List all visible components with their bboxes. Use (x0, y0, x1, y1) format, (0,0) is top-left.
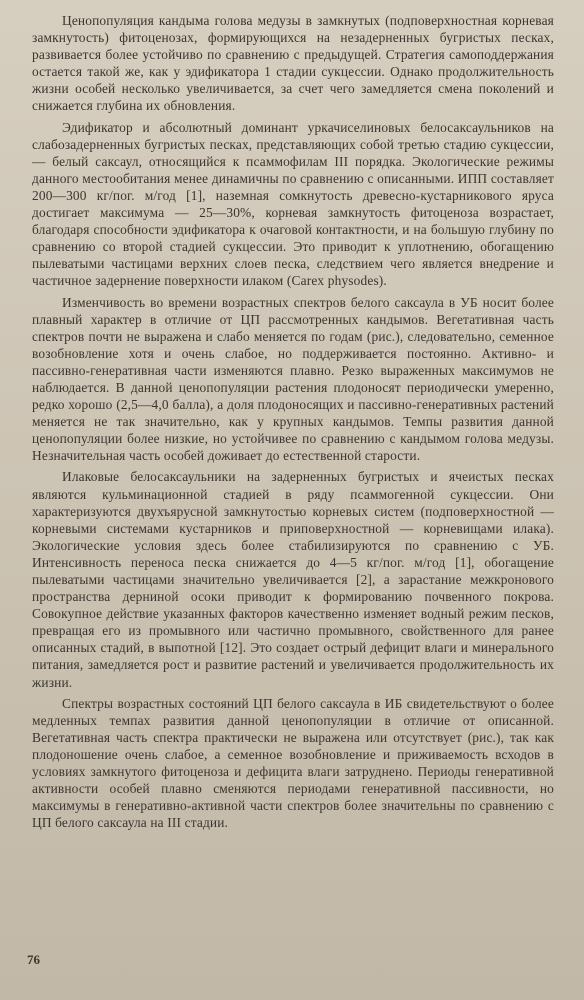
paragraph-3: Изменчивость во времени возрастных спектров белого саксаула в УБ носит более плавный характер в отличие от ЦП рассмотренных кандымов. Вегетативная часть спектров почти не выражена и слабо меняется по годам (рис.), следовательно, семенное возобновление хотя и очень слабое, но поддерживается постоянно. Активно- и пассивно-генеративная части изменяются плавно. Резко выраженных максимумов не наблюдается. В данной ценопопуляции растения плодоносят периодически умеренно, редко хорошо (2,5—4,0 балла), а доля плодоносящих и пассивно-генеративных растений меняется не так значительно, как у крупных кандымов. Темпы развития данной ценопопуляции более низкие, но устойчивее по сравнению с кандымом голова медузы. Незначительная часть особей доживает до естественной старости. (32, 294, 554, 464)
page-number: 76 (27, 952, 40, 967)
paragraph-5: Спектры возрастных состояний ЦП белого саксаула в ИБ свидетельствуют о более медленных темпах развития данной ценопопуляции в отличие от описанной. Вегетативная часть спектра практически не выражена или отсутствует (рис.), так как плодоношение очень слабое, а семенное возобновление и приживаемость всходов в условиях замкнутого фитоценоза и дефицита влаги затруднено. Периоды генеративной активности особей плавно сменяются периодами генеративной пассивности, но максимумы в генеративно-активной части спектров более значительны по сравнению с ЦП белого саксаула на III стадии. (32, 695, 554, 831)
page-body (32, 12, 554, 831)
paragraph-2: Эдификатор и абсолютный доминант уркачиселиновых белосаксаульников на слабозадерненных бугристых песках, представляющих собой третью стадию сукцессии, — белый саксаул, относящийся к псаммофилам III порядка. Экологические режимы данного местообитания менее динамичны по сравнению с описанными. ИПП составляет 200—300 кг/пог. м/год [1], наземная сомкнутость древесно-кустарникового яруса достигает максимума — 25—30%, корневая замкнутость фитоценоза возрастает, благодаря способности эдификатора к очаговой контактности, и на большую глубину по сравнению со второй стадией сукцессии. Это приводит к уплотнению, обогащению пылеватыми частицами верхних слоев песка, следствием чего является внедрение и частичное задернение поверхности илаком (Carex physodes). (32, 119, 554, 289)
paragraph-1: Ценопопуляция кандыма голова медузы в замкнутых (подповерхностная корневая замкнутость) фитоценозах, формирующихся на незадерненных бугристых песках, развивается более устойчиво по сравнению с предыдущей. Стратегия самоподдержания остается такой же, как у эдификатора 1 стадии сукцессии. Однако продолжительность жизни особей несколько увеличивается, за счет чего замедляется смена поколений и снижается глубина их обновления. (32, 13, 554, 114)
paragraph-4: Илаковые белосаксаульники на задерненных бугристых и ячеистых песках являются кульминационной стадией в ряду псаммогенной сукцессии. Они характеризуются двухъярусной замкнутостью корневых систем (подповерхностной — корневыми системами кустарников и приповерхностной — корневищами илака). Экологические условия здесь более стабилизируются по сравнению с УБ. Интенсивность переноса песка снижается до 4—5 кг/пог. м/год [1], обогащение пылеватыми частицами значительно увеличивается [2], а зарастание межкронового пространства дерниной осоки приводит к формированию почвенного покрова. Совокупное действие указанных факторов качественно изменяет водный режим песков, превращая его из промывного или частично промывного, свойственного для ранее описанных стадий, в выпотной [12]. Это создает острый дефицит влаги и минерального питания, замедляется рост и развитие растений и увеличивается продолжительность их жизни. (32, 469, 554, 690)
